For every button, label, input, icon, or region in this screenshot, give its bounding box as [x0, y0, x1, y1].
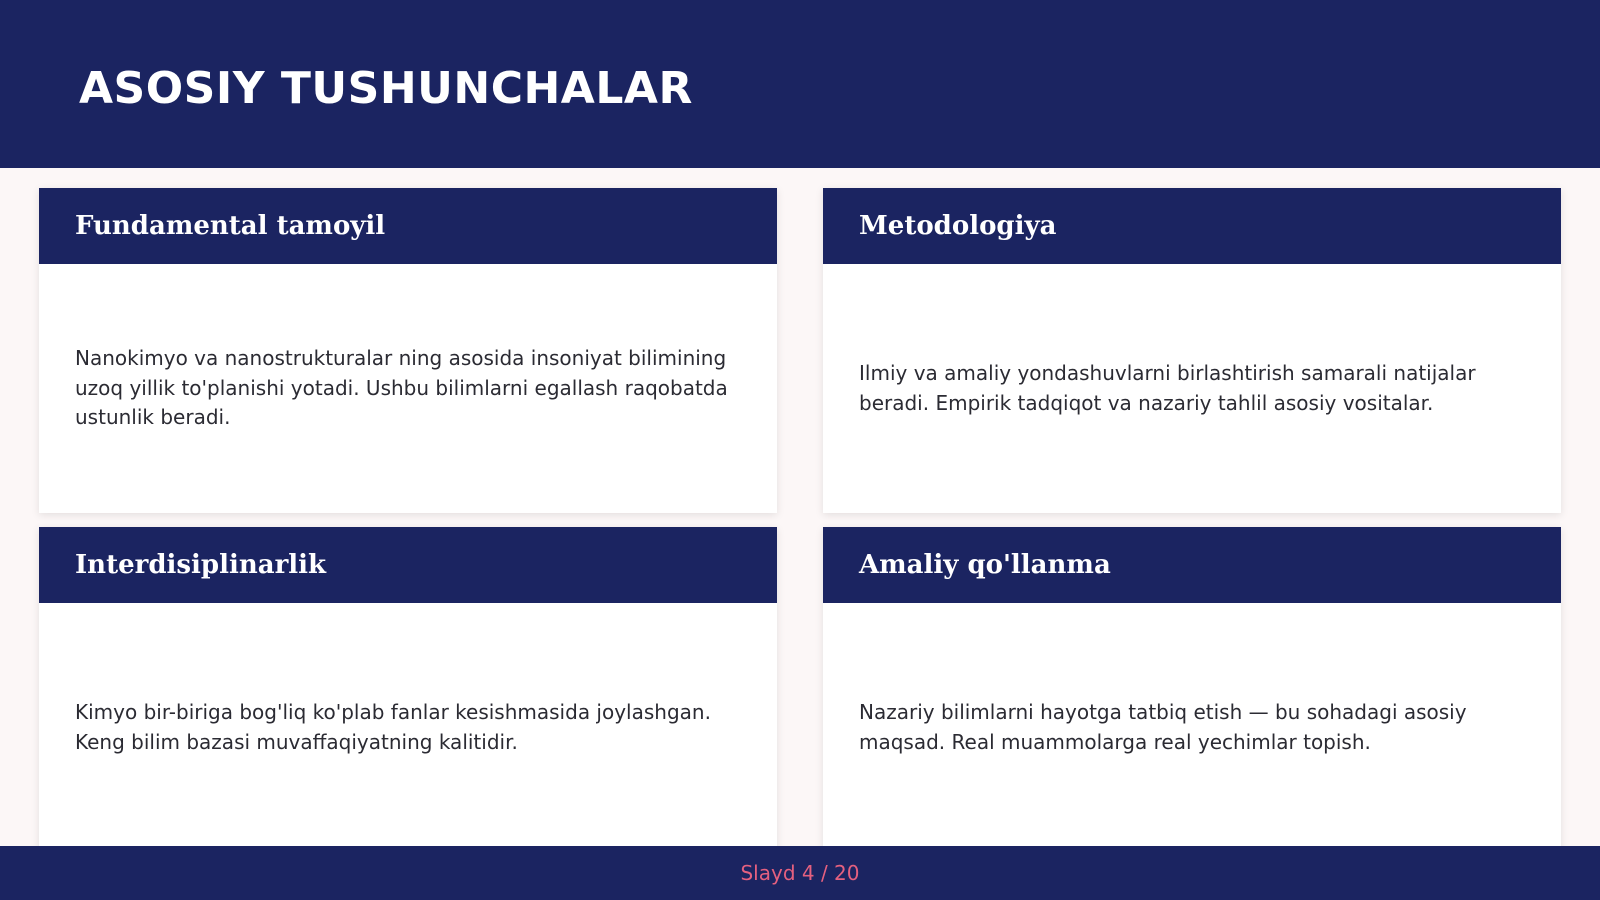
concept-card-fundamental [39, 188, 777, 513]
card-header [39, 527, 777, 603]
slide-header [0, 0, 1600, 168]
card-body [823, 264, 1561, 513]
slide-footer [0, 846, 1600, 900]
concept-card-methodology [823, 188, 1561, 513]
card-text: Nazariy bilimlarni hayotga tatbiq etish — bu sohadagi asosiy maqsad. Real muammolarga real yechimlar topish. [859, 700, 1467, 754]
card-title: Amaliy qo'llanma [859, 550, 1111, 580]
card-body [39, 264, 777, 513]
card-title: Fundamental tamoyil [75, 211, 386, 241]
card-header [823, 527, 1561, 603]
card-title: Interdisiplinarlik [75, 550, 327, 580]
card-text: Nanokimyo va nanostrukturalar ning asosida insoniyat bilimining uzoq yillik to'planishi yotadi. Ushbu bilimlarni egallash raqobatda ustunlik beradi. [75, 346, 728, 430]
card-body [39, 603, 777, 852]
card-header [39, 188, 777, 264]
slide-counter: Slayd 4 / 20 [740, 861, 860, 885]
card-title: Metodologiya [859, 211, 1057, 241]
concept-card-interdisciplinary [39, 527, 777, 852]
slide-title: ASOSIY TUSHUNCHALAR [79, 63, 693, 114]
card-text: Ilmiy va amaliy yondashuvlarni birlashtirish samarali natijalar beradi. Empirik tadqiqot va nazariy tahlil asosiy vositalar. [859, 361, 1476, 415]
card-header [823, 188, 1561, 264]
card-text: Kimyo bir-biriga bog'liq ko'plab fanlar kesishmasida joylashgan. Keng bilim bazasi muvaffaqiyatning kalitidir. [75, 700, 711, 754]
concept-card-practical [823, 527, 1561, 852]
card-body [823, 603, 1561, 852]
